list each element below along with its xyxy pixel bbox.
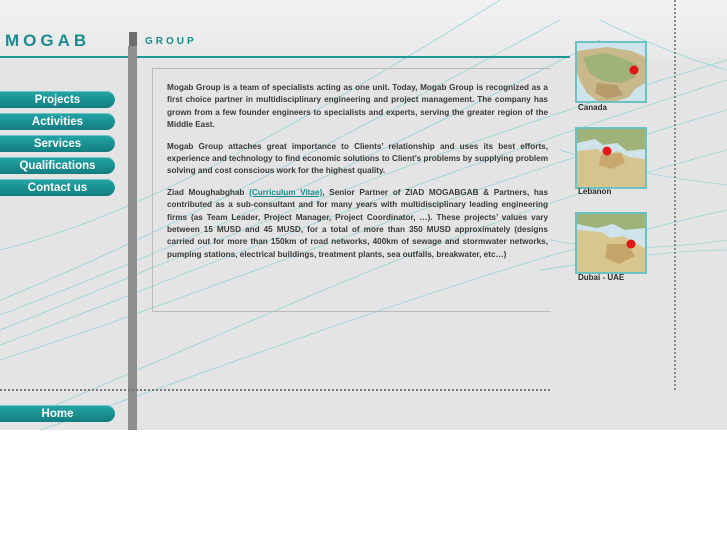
dotted-separator-vertical (674, 0, 676, 390)
nav-home-button[interactable]: Home (0, 405, 115, 422)
intro-paragraph-1: Mogab Group is a team of specialists acting as one unit. Today, Mogab Group is recognized as a first choice partner in multidisciplinary engineering and project management. The company has grown from a few founder engineers to specialists and experts, serving the greater region of the Middle East. (167, 83, 548, 130)
map-dubai-thumbnail[interactable] (575, 212, 647, 274)
map-lebanon-image (577, 129, 645, 187)
map-lebanon-label: Lebanon (578, 187, 612, 196)
intro-paragraph-2: Mogab Group attaches great importance to Clients’ relationship and uses its best efforts, experience and technology to find economic solutions to Client’s problems by supplying problem solving and cost conscious work for the highest quality. (167, 141, 548, 176)
nav-contact-button[interactable]: Contact us (0, 179, 115, 196)
map-lebanon-thumbnail[interactable] (575, 127, 647, 189)
p3-lead: Ziad Moughabghab (167, 187, 250, 197)
map-dubai-label: Dubai - UAE (578, 273, 625, 282)
intro-paragraph-3 (167, 187, 548, 261)
map-canada-label: Canada (578, 103, 607, 112)
dotted-separator-horizontal (0, 389, 550, 391)
map-canada-thumbnail[interactable] (575, 41, 647, 103)
p3-rest: , Senior Partner of ZIAD MOGABGAB & Partners, has contributed as a sub-consultant and for many years with multidisciplinary leading engineering firms (as Team Leader, Project Manager, Project Coordinator, …). These projects’ values vary between 15 MUSD and 45 MUSD, for a total of more than 350 MUSD approximately (designs carried out for more than 150km of road networks, 400km of sewage and stormwater networks, pumping stations, electrical buildings, treatment plants, sea outfalls, breakwater, etc…) (167, 187, 548, 259)
nav-services-button[interactable]: Services (0, 135, 115, 152)
nav-qualifications-button[interactable]: Qualifications (0, 157, 115, 174)
header-underline (0, 56, 570, 58)
logo-mogab: MOGAB (5, 31, 91, 50)
location-marker-icon (627, 240, 636, 249)
logo-divider-bar (129, 32, 137, 46)
intro-text (167, 82, 548, 270)
location-marker-icon (603, 147, 612, 156)
sidebar-divider-pole (128, 46, 137, 430)
map-dubai-image (577, 214, 645, 272)
nav-activities-button[interactable]: Activities (0, 113, 115, 130)
map-canada-image (577, 43, 645, 101)
location-marker-icon (630, 66, 639, 75)
logo-group: GROUP (145, 36, 197, 47)
nav-projects-button[interactable]: Projects (0, 91, 115, 108)
curriculum-vitae-link[interactable]: (Curriculum Vitae) (249, 187, 323, 197)
